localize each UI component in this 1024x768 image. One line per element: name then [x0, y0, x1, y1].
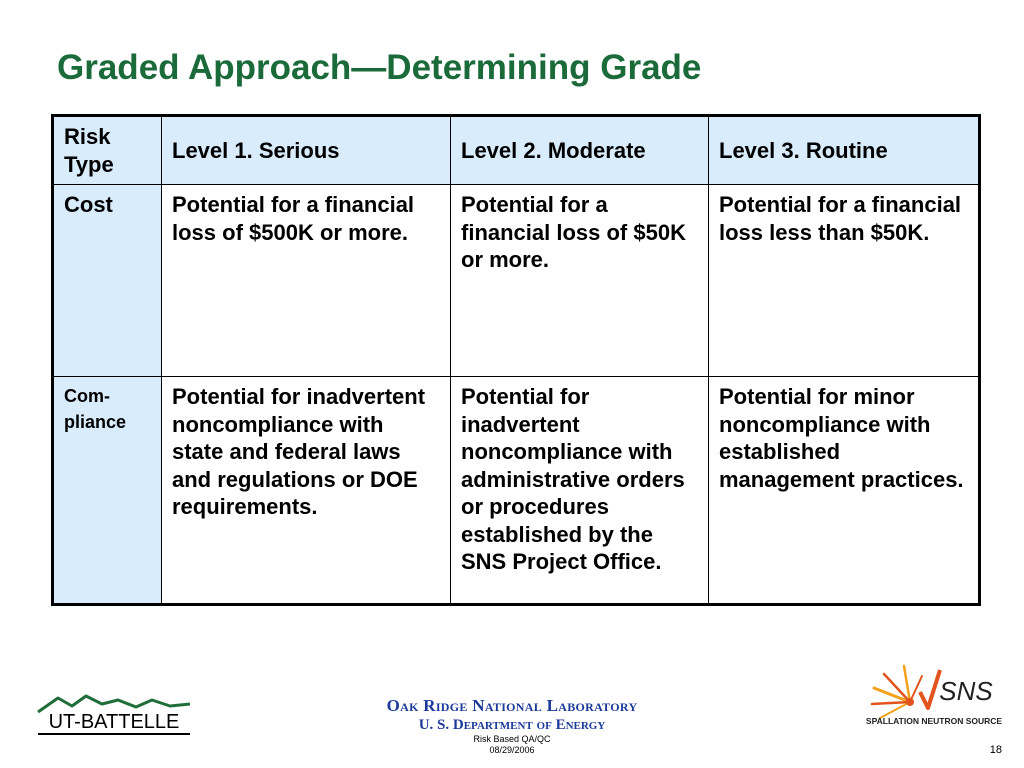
compliance-level-2-cell: Potential for inadvertent noncompliance with administrative orders or procedures established by the SNS Project Office.	[451, 377, 709, 605]
table-row-cost	[53, 185, 980, 377]
level-3-label: Level 3. Routine	[719, 137, 888, 163]
doc-name: Risk Based QA/QC	[473, 734, 551, 744]
slide-title: Graded Approach—Determining Grade	[57, 48, 702, 87]
sns-wordmark: SNS	[939, 676, 993, 706]
ut-battelle-wordmark: UT-BATTELLE	[48, 711, 180, 733]
doc-date: 08/29/2006	[489, 745, 535, 755]
sns-subtitle: SPALLATION NEUTRON SOURCE	[866, 716, 1002, 726]
level-1-header	[162, 116, 451, 185]
cost-level-3-cell: Potential for a financial loss less than $50K.	[709, 185, 980, 377]
risk-type-header	[53, 116, 162, 185]
grade-table	[51, 114, 981, 606]
table-row-compliance	[53, 377, 980, 605]
cost-level-1-cell: Potential for a financial loss of $500K or more.	[162, 185, 451, 377]
level-1-label: Level 1. Serious	[172, 137, 340, 163]
risk-type-cost: Cost	[53, 185, 162, 377]
level-2-header	[451, 116, 709, 185]
risk-type-compliance-label: Com-pliance	[64, 386, 127, 432]
page-number: 18	[989, 744, 1002, 756]
sns-check-mark	[920, 670, 940, 708]
cost-level-2-cell: Potential for a financial loss of $50K or more.	[451, 185, 709, 377]
risk-type-header-label: Risk Type	[64, 124, 114, 177]
risk-type-compliance	[53, 377, 162, 605]
lab-name: Oak Ridge National Laboratory	[386, 696, 638, 715]
sns-logo	[866, 662, 1002, 744]
starburst-icon	[872, 666, 922, 718]
department-name: U. S. Department of Energy	[418, 717, 606, 733]
compliance-level-1-cell: Potential for inadvertent noncompliance with state and federal laws and regulations or DOE requirements.	[162, 377, 451, 605]
level-3-header	[709, 116, 980, 185]
compliance-level-3-cell: Potential for minor noncompliance with established management practices.	[709, 377, 980, 605]
table-header-row	[53, 116, 980, 185]
level-2-label: Level 2. Moderate	[461, 137, 646, 163]
